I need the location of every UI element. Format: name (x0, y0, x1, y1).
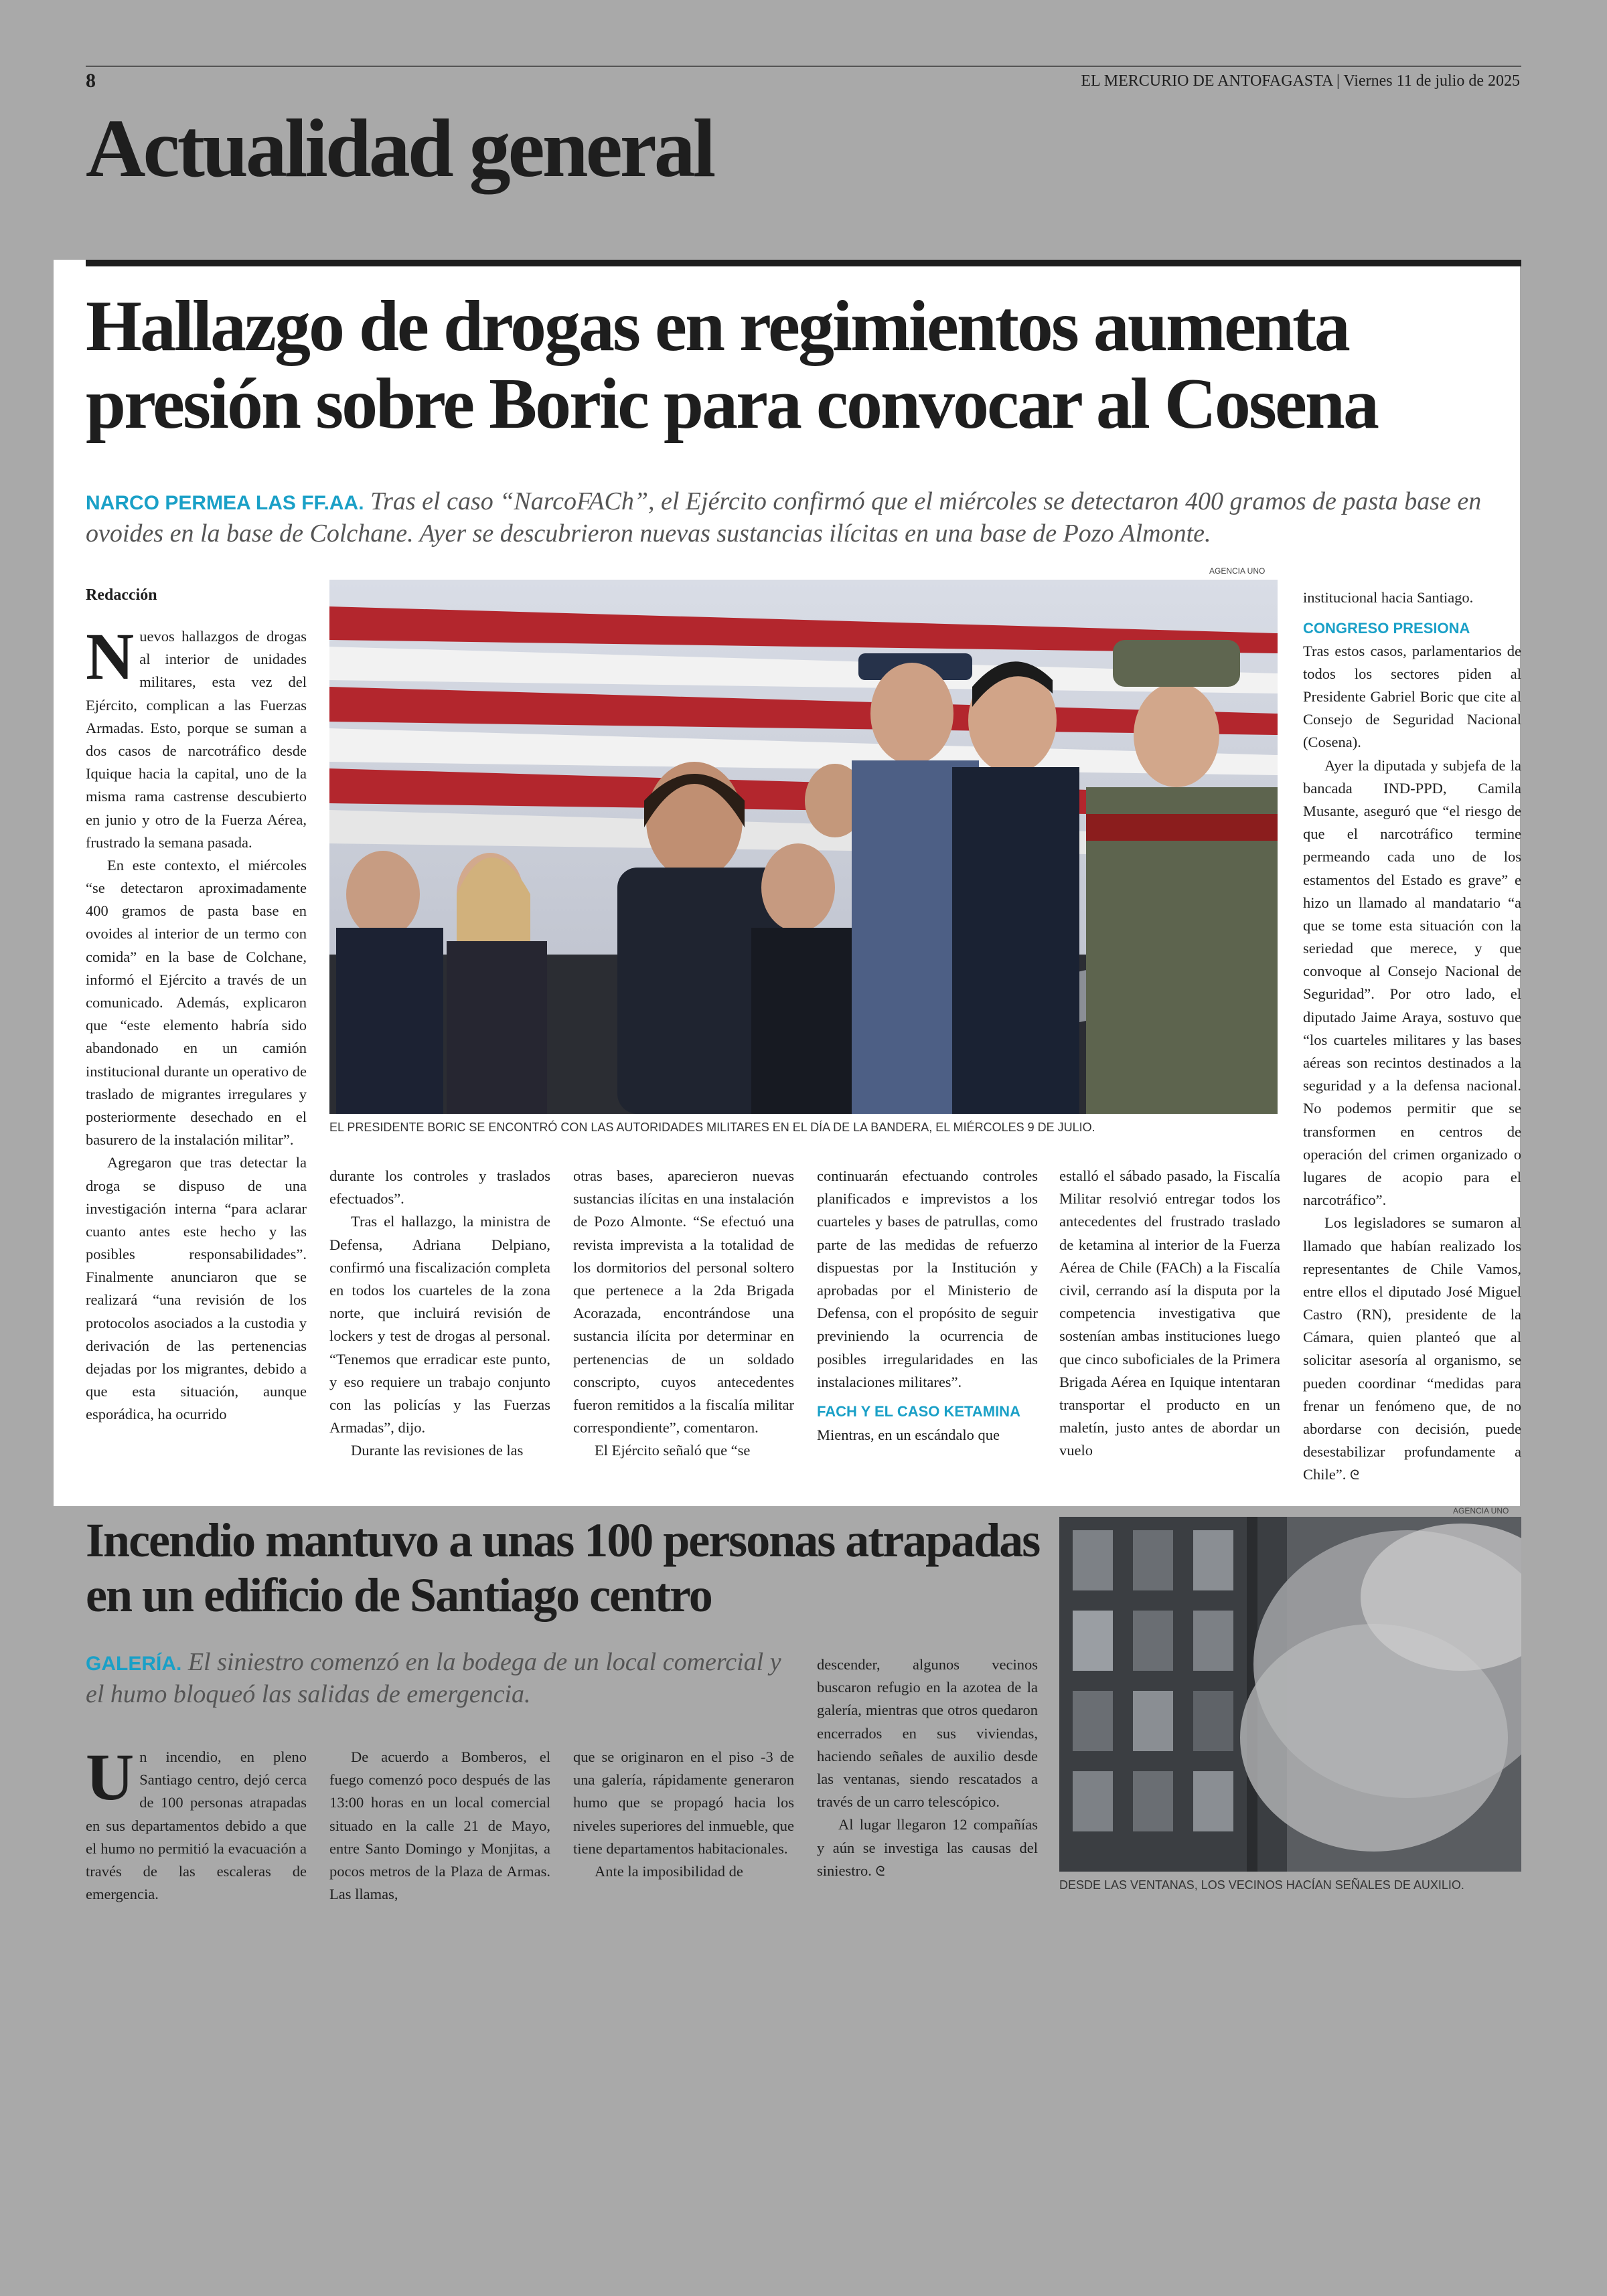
article-column-4 (817, 1165, 1038, 1447)
paragraph: Ante la imposibilidad de (595, 1862, 743, 1880)
paragraph: estalló el sábado pasado, la Fiscalía Militar resolvió entregar todos los antecedentes del frustrado traslado de ketamina al interior de la Fuerza Aérea de Chile (FACh) a la Fiscalía civil, cerrando así la disputa por la competencia investigativa que sostenían ambas instituciones luego que cinco suboficiales de la Primera Brigada Aérea en Iquique intentaran transportar el producto en un maletín, justo antes de abordar un vuelo (1059, 1167, 1280, 1459)
military-ceremony-photo (329, 580, 1278, 1114)
paragraph: descender, algunos vecinos buscaron refugio en la azotea de la galería, mientras que otros quedaron encerrados en sus viviendas, haciendo señales de auxilio desde las ventanas, siendo rescatados a través de un carro telescópico. (817, 1656, 1038, 1811)
subheading-congreso: CONGRESO PRESIONA (1303, 620, 1470, 637)
paragraph-text: Los legisladores se sumaron al llamado que habían realizado los representantes de Chile Vamos, entre ellos el diputado José Miguel Castro (RN), presidente de la Cámara, quien planteó que al solicitar asesoría al organismo, se pueden coordinar “medidas para frenar un fenómeno que, de no abordarse con decisión, puede desestabilizar profundamente a Chile”. (1303, 1214, 1521, 1483)
subheading-ketamina: FACH Y EL CASO KETAMINA (817, 1402, 1020, 1420)
photo-illustration (1059, 1517, 1521, 1872)
newspaper-date-line: EL MERCURIO DE ANTOFAGASTA | Viernes 11 de julio de 2025 (1081, 72, 1520, 90)
paragraph: En este contexto, el miércoles “se detectaron aproximadamente 400 gramos de pasta base en ovoides al interior de un termo con comida” en la base de Colchane, informó el Ejército a través de un comunicado. Además, explicaron que “este elemento habría sido abandonado en un camión institucional durante un operativo de traslado de migrantes irregulares y posteriormente desechado en el basurero de la instalación militar”. (86, 856, 307, 1149)
article-deck (86, 486, 1519, 550)
photo-caption: DESDE LAS VENTANAS, LOS VECINOS HACÍAN SEÑALES DE AUXILIO. (1059, 1878, 1464, 1892)
article2-column-4 (817, 1653, 1038, 1882)
article-top-rule (86, 260, 1521, 266)
photo-illustration (329, 580, 1278, 1114)
article2-deck (86, 1647, 795, 1711)
paragraph: n incendio, en pleno Santiago centro, dejó cerca de 100 personas atrapadas en sus departamentos debido a que el humo no permitió la evacuación a través de las escaleras de emergencia. (86, 1748, 307, 1903)
drop-cap: N (86, 619, 135, 693)
paragraph: El Ejército señaló que “se (595, 1442, 751, 1459)
photo-caption: EL PRESIDENTE BORIC SE ENCONTRÓ CON LAS AUTORIDADES MILITARES EN EL DÍA DE LA BANDERA, EL MIÉRCOLES 9 DE JULIO. (329, 1121, 1095, 1134)
page-number: 8 (86, 70, 96, 92)
article2-column-1 (86, 1740, 307, 1906)
deck-kicker: GALERÍA. (86, 1653, 182, 1675)
end-of-article-icon: ᘓ (875, 1862, 885, 1879)
photo-credit: AGENCIA UNO (1453, 1506, 1509, 1515)
section-title: Actualidad general (86, 102, 714, 194)
paragraph: Durante las revisiones de las (351, 1442, 524, 1459)
end-of-article-icon: ᘓ (1349, 1467, 1360, 1483)
article-headline: Hallazgo de drogas en regimientos aumenta presión sobre Boric para convocar al Cosena (86, 286, 1377, 444)
paragraph: durante los controles y traslados efectuados”. (329, 1167, 550, 1208)
paragraph (1303, 1212, 1521, 1486)
paragraph: Tras estos casos, parlamentarios de todos los sectores piden al Presidente Gabriel Boric que cite al Consejo de Seguridad Nacional (Cosena). (1303, 642, 1521, 751)
paragraph: Tras el hallazgo, la ministra de Defensa, Adriana Delpiano, confirmó una fiscalización completa en todos los cuarteles de la zona norte, que incluirá revisión de lockers y test de drogas al personal. “Tenemos que erradicar este punto, y eso requiere un trabajo conjunto con las policías y las Fuerzas Armadas”, dijo. (329, 1213, 550, 1437)
paragraph: uevos hallazgos de drogas al interior de unidades militares, esta vez del Ejército, complican a las Fuerzas Armadas. Esto, porque se suman a dos casos de narcotráfico desde Iquique hacia la capital, uno de la misma rama castrense descubierto en junio y otro de la Fuerza Aérea, frustrado la semana pasada. (86, 628, 307, 851)
article-column-6 (1303, 586, 1521, 1487)
byline: Redacción (86, 586, 157, 604)
article2-column-3 (573, 1746, 794, 1883)
paragraph: que se originaron en el piso -3 de una galería, rápidamente generaron humo que se propagó hacia los niveles superiores del inmueble, que tiene departamentos habitacionales. (573, 1748, 794, 1857)
building-fire-photo (1059, 1517, 1521, 1872)
article-column-1 (86, 619, 307, 1426)
paragraph-text: Al lugar llegaron 12 compañías y aún se investiga las causas del siniestro. (817, 1816, 1038, 1879)
paragraph: continuarán efectuando controles planificados e imprevistos a los cuarteles y bases de patrullas, como parte de las medidas de refuerzo dispuestas por la Institución y aprobadas por el Ministerio de Defensa, con el propósito de seguir previniendo la ocurrencia de posibles irregularidades en las instalaciones militares”. (817, 1167, 1038, 1390)
paragraph: De acuerdo a Bomberos, el fuego comenzó poco después de las 13:00 horas en un local comercial situado en la calle 21 de Mayo, entre Santo Domingo y Monjitas, a pocos metros de la Plaza de Armas. Las llamas, (329, 1748, 550, 1903)
paragraph: Agregaron que tras detectar la droga se dispuso de una investigación interna “para aclarar cuanto antes este hecho y las posibles responsabilidades”. Finalmente anunciaron que se realizará “una revisión de los protocolos asociados a la custodia y derivación de las pertenencias dejadas por los migrantes, debido a que esta situación, aunque esporádica, ha ocurrido (86, 1154, 307, 1423)
photo-credit: AGENCIA UNO (1209, 566, 1266, 576)
paragraph (817, 1813, 1038, 1882)
paragraph: institucional hacia Santiago. (1303, 589, 1474, 606)
drop-cap: U (86, 1740, 135, 1814)
paragraph: Ayer la diputada y subjefa de la bancada IND-PPD, Camila Musante, aseguró que “el riesgo de que el narcotráfico termine permeando cada uno de los estamentos del Estado es grave” e hizo un llamado al mandatario “a que se tome esta situación con la seriedad que merece, y que convoque al Consejo Nacional de Seguridad”. Por otro lado, el diputado Jaime Araya, sostuvo que “los cuarteles militares y las bases aéreas son recintos destinados a la seguridad y a la defensa nacional. No podemos permitir que se transformen en centros de operación del crimen organizado o lugares de acopio para el narcotráfico”. (1303, 756, 1521, 1209)
deck-text: El siniestro comenzó en la bodega de un local comercial y el humo bloqueó las salidas de emergencia. (86, 1648, 781, 1708)
article2-column-2 (329, 1746, 550, 1906)
article-column-5 (1059, 1165, 1280, 1462)
deck-kicker: NARCO PERMEA LAS FF.AA. (86, 492, 364, 514)
deck-text: Tras el caso “NarcoFACh”, el Ejército confirmó que el miércoles se detectaron 400 gramos de pasta base en ovoides en la base de Colchane. Ayer se descubrieron nuevas sustancias ilícitas en una base de Pozo Almonte. (86, 487, 1482, 548)
article-column-2 (329, 1165, 550, 1462)
article-column-3 (573, 1165, 794, 1462)
header-rule (86, 66, 1521, 67)
paragraph: Mientras, en un escándalo que (817, 1426, 1000, 1444)
article2-headline: Incendio mantuvo a unas 100 personas atrapadas en un edificio de Santiago centro (86, 1513, 1040, 1623)
paragraph: otras bases, aparecieron nuevas sustancias ilícitas en una instalación de Pozo Almonte. “Se efectuó una revista imprevista a la totalidad de los dormitorios del personal soltero que pertenece a la 2da Brigada Acorazada, encontrándose una sustancia ilícita por determinar en pertenencias de un soldado conscripto, cuyos antecedentes fueron remitidos a la fiscalía militar correspondiente”, comentaron. (573, 1167, 794, 1437)
